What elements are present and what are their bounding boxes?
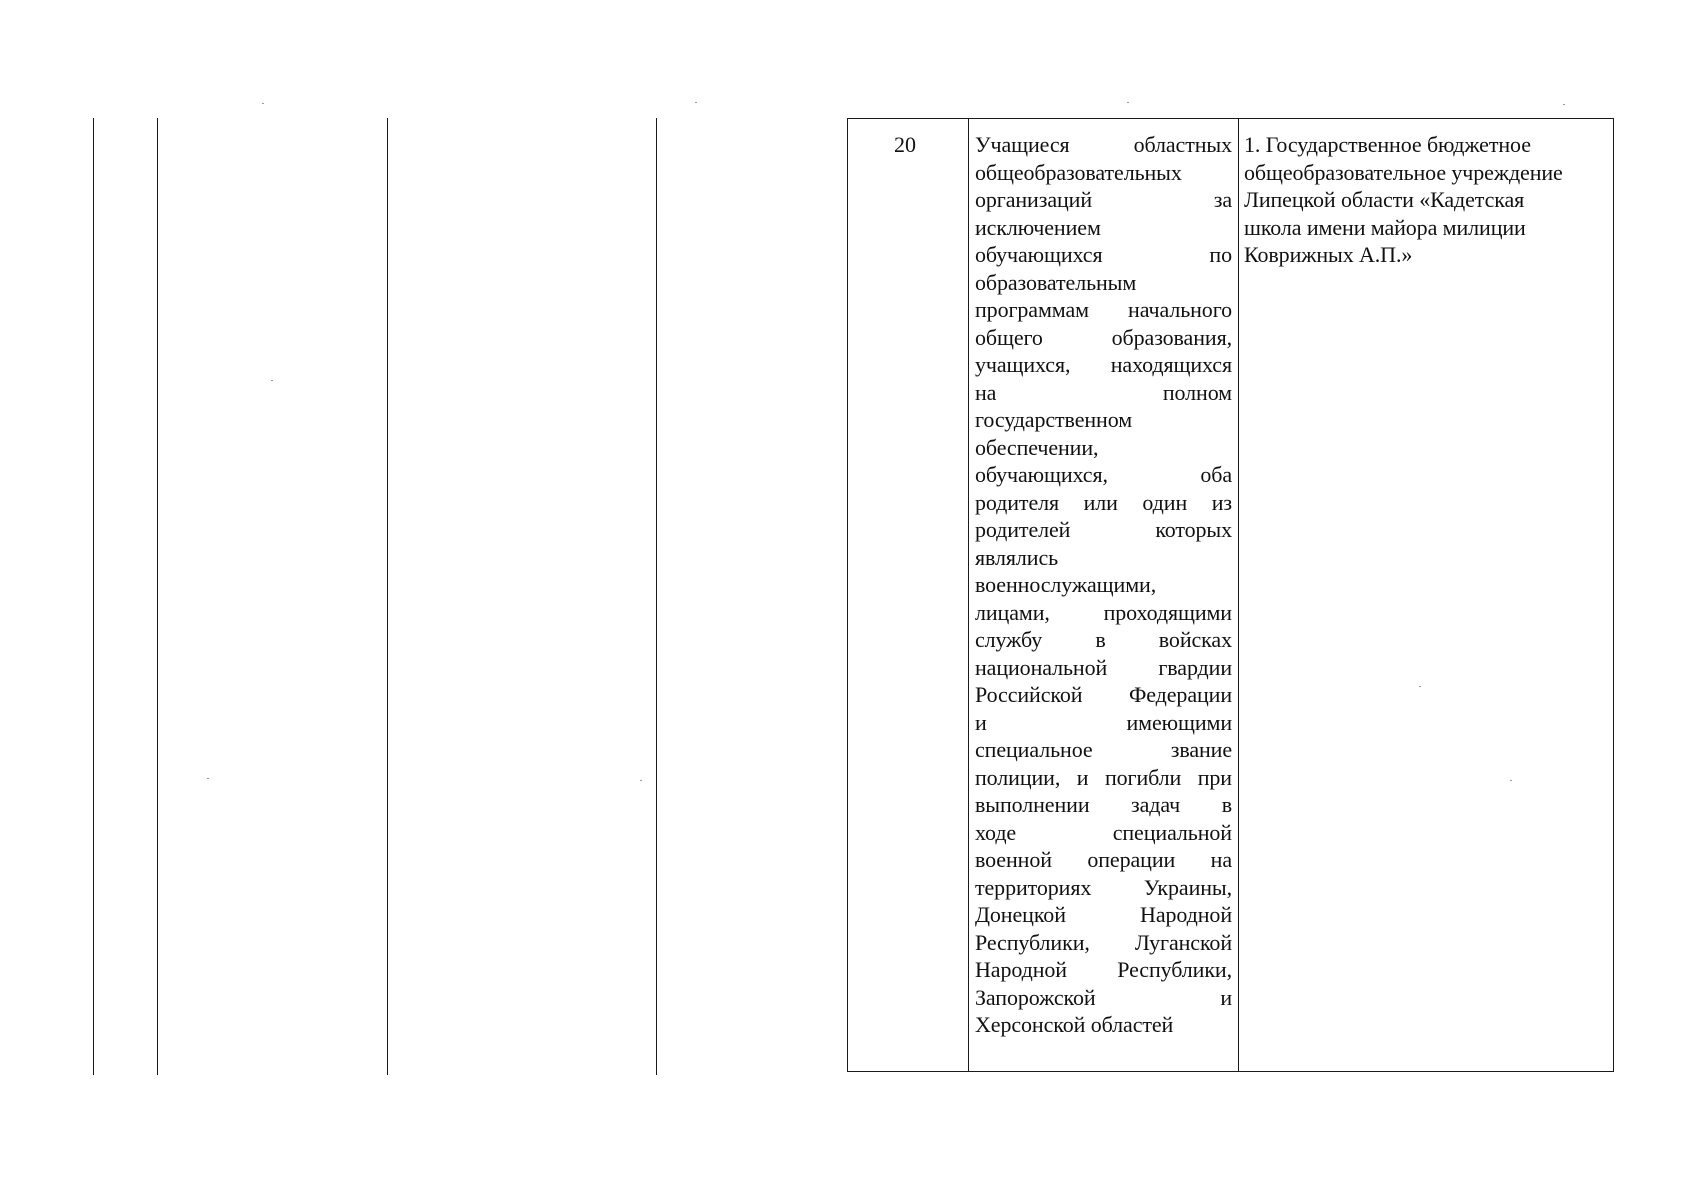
category-word: Луганской (1134, 929, 1232, 955)
category-line: обеспечении, (975, 434, 1099, 460)
category-line (975, 846, 1232, 874)
category-line: исключением (975, 214, 1101, 240)
category-line (975, 599, 1232, 627)
category-word: полиции, (975, 764, 1061, 790)
category-word: Народной (975, 957, 1067, 982)
category-word: один (1142, 489, 1188, 515)
organization-line: общеобразовательное учреждение (1244, 159, 1563, 185)
category-word: областных (1133, 132, 1232, 157)
category-word: в (1095, 627, 1106, 652)
scan-speck (1563, 104, 1565, 105)
category-word: находящихся (1110, 352, 1232, 377)
category-word: Республики, (975, 929, 1090, 955)
category-word: по (1209, 242, 1232, 267)
category-word: звание (1170, 737, 1232, 762)
category-line (975, 461, 1232, 489)
category-word: общего (975, 324, 1043, 350)
organization-text (1244, 131, 1610, 269)
category-line (975, 654, 1232, 682)
column-rule (387, 118, 388, 1075)
category-word: погибли (1104, 764, 1182, 790)
category-word: за (1213, 187, 1232, 212)
category-line (975, 709, 1232, 737)
category-word: Российской (975, 682, 1083, 707)
category-word: при (1197, 764, 1232, 790)
category-word: и (1076, 764, 1089, 790)
category-line (975, 764, 1232, 792)
category-word: учащихся, (975, 352, 1071, 377)
column-rule (157, 118, 158, 1075)
organization-line: 1. Государственное бюджетное (1244, 132, 1531, 157)
category-word: проходящими (1103, 599, 1232, 625)
category-word: национальной (975, 654, 1108, 680)
category-word: специальное (975, 737, 1093, 762)
category-word: на (1210, 847, 1232, 872)
category-line: военнослужащими, (975, 572, 1157, 597)
category-word: службу (975, 627, 1043, 652)
category-word: организаций (975, 187, 1093, 212)
category-line: общеобразовательных (975, 159, 1182, 185)
category-word: выполнении (975, 792, 1090, 817)
category-line (975, 324, 1232, 352)
category-word: которых (1155, 517, 1232, 542)
category-word: гвардии (1158, 654, 1232, 680)
category-line (975, 241, 1232, 269)
category-line (975, 516, 1232, 544)
category-word: Народной (1140, 902, 1232, 927)
scan-speck (271, 380, 273, 381)
category-word: в (1221, 792, 1232, 817)
category-line: образовательным (975, 269, 1137, 295)
category-word: военной (975, 847, 1052, 872)
category-word: на (975, 379, 997, 405)
category-word: родителей (975, 517, 1071, 542)
category-word: ходе (975, 819, 1017, 845)
category-word: Донецкой (975, 902, 1066, 927)
category-line (975, 296, 1232, 324)
category-word: образования, (1111, 324, 1232, 350)
organization-line: Липецкой области «Кадетская (1244, 187, 1525, 212)
column-rule (656, 118, 657, 1075)
category-line (975, 874, 1232, 902)
category-word: операции (1087, 847, 1176, 872)
category-word: начального (1128, 297, 1232, 322)
category-word: Запорожской (975, 984, 1096, 1010)
category-word: лицами, (975, 599, 1050, 625)
column-rule (93, 118, 94, 1075)
category-word: Учащиеся (975, 132, 1070, 157)
category-line (975, 956, 1232, 984)
scan-speck (1127, 102, 1129, 103)
scan-speck (695, 102, 697, 103)
category-word: или (1083, 489, 1118, 515)
category-line (975, 186, 1232, 214)
category-text (975, 131, 1232, 1039)
category-line (975, 736, 1232, 764)
organization-cell (1238, 119, 1614, 1071)
category-word: и (1220, 984, 1232, 1010)
row-number-cell (847, 119, 968, 1071)
category-word: обучающихся, (975, 462, 1108, 487)
scan-speck (640, 780, 642, 781)
scan-speck (262, 103, 264, 104)
category-line: Херсонской областей (975, 1012, 1174, 1037)
category-word: Украины, (1143, 874, 1232, 900)
category-word: территориях (975, 874, 1092, 900)
category-word: родителя (975, 489, 1060, 515)
category-word: войсках (1158, 627, 1232, 652)
row-number: 20 (894, 132, 916, 157)
category-word: и (975, 709, 987, 735)
category-word: Федерации (1129, 682, 1232, 707)
category-word: полном (1162, 379, 1232, 405)
category-cell (968, 119, 1238, 1071)
category-line (975, 131, 1232, 159)
benefits-table (847, 118, 1614, 1072)
category-line (975, 626, 1232, 654)
category-line (975, 901, 1232, 929)
organization-line: школа имени майора милиции (1244, 214, 1526, 240)
category-word: специальной (1112, 819, 1232, 845)
category-word: задач (1131, 792, 1181, 817)
category-word: оба (1200, 462, 1232, 487)
category-line (975, 819, 1232, 847)
category-line (975, 379, 1232, 407)
scan-speck (207, 778, 209, 779)
category-word: обучающихся (975, 242, 1103, 267)
category-line (975, 489, 1232, 517)
category-word: имеющими (1126, 709, 1232, 735)
category-word: программам (975, 297, 1089, 322)
category-line: государственном (975, 407, 1133, 432)
category-line: являлись (975, 544, 1059, 570)
category-word: Республики, (1117, 957, 1232, 982)
category-word: из (1211, 489, 1232, 515)
category-line (975, 681, 1232, 709)
category-line (975, 351, 1232, 379)
category-line (975, 984, 1232, 1012)
organization-line: Коврижных А.П.» (1244, 242, 1413, 267)
category-line (975, 791, 1232, 819)
category-line (975, 929, 1232, 957)
